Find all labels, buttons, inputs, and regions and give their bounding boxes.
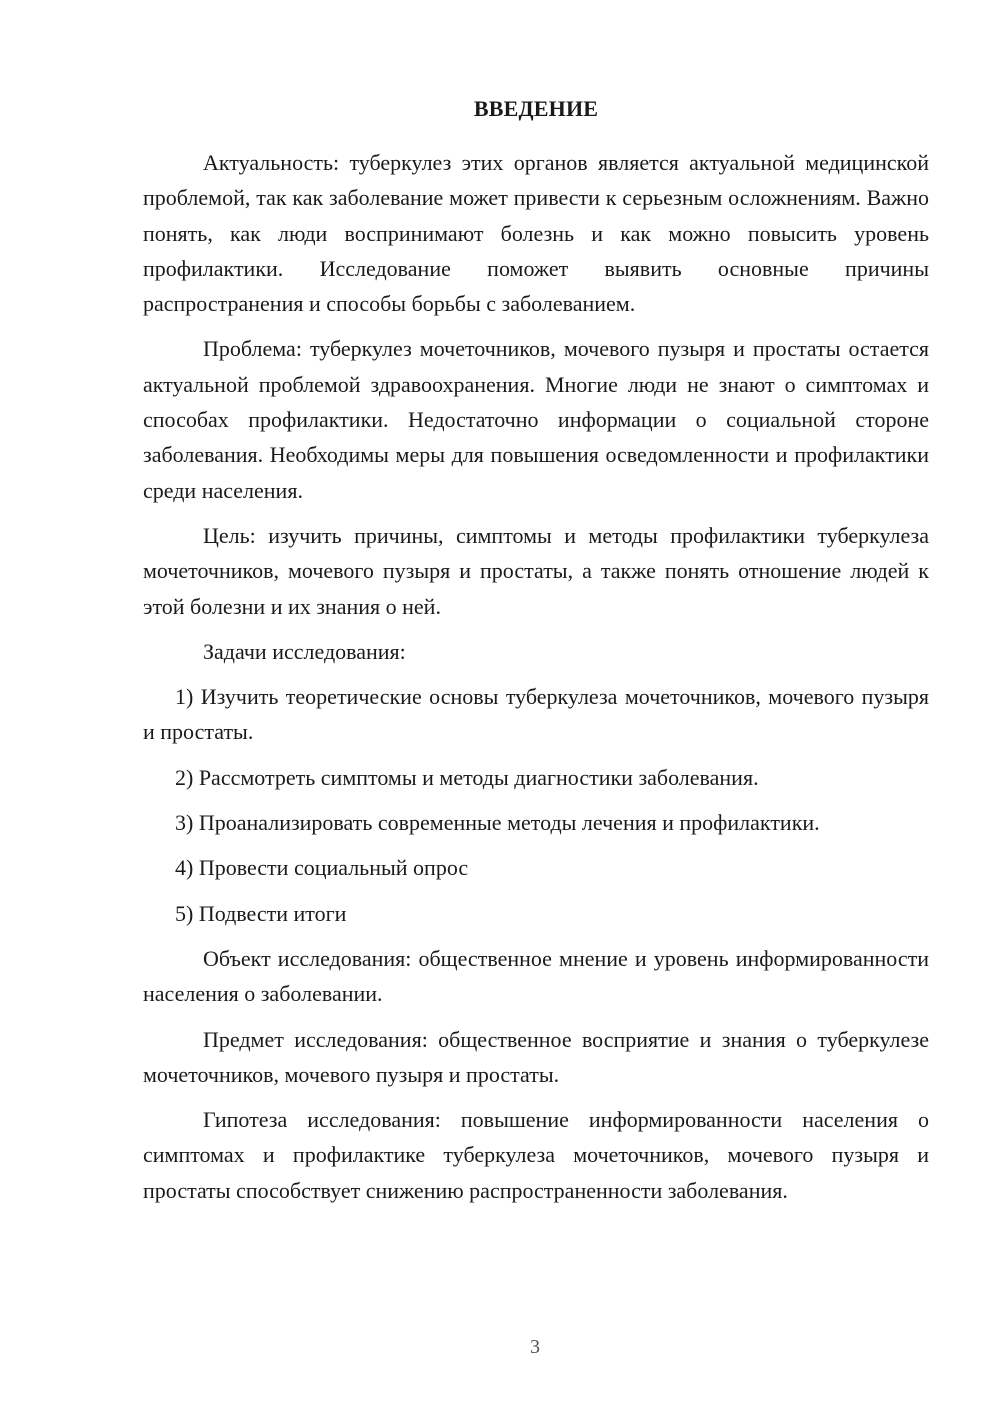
paragraph-hypothesis: Гипотеза исследования: повышение информированности населения о симптомах и профилактике туберкулеза мочеточников, мочевого пузыря и простаты способствует снижению распространенности заболевания. (143, 1107, 929, 1203)
list-item: 4) Провести социальный опрос (175, 855, 469, 881)
page-number: 3 (530, 1336, 540, 1358)
paragraph-goal: Цель: изучить причины, симптомы и методы профилактики туберкулеза мочеточников, мочевого пузыря и простаты, а также понять отношение людей к этой болезни и их знания о ней. (143, 522, 929, 619)
section-title: ВВЕДЕНИЕ (473, 96, 599, 121)
list-item: 1) Изучить теоретические основы туберкулеза мочеточников, мочевого пузыря и простаты. (143, 684, 929, 745)
document-page (143, 94, 929, 1208)
paragraph-tasks-heading: Задачи исследования: (203, 638, 406, 664)
tasks-list (143, 679, 929, 931)
paragraph-object: Объект исследования: общественное мнение и уровень информированности населения о заболевании. (143, 945, 929, 1007)
paragraph-subject: Предмет исследования: общественное восприятие и знания о туберкулезе мочеточников, мочевого пузыря и простаты. (143, 1026, 929, 1087)
list-item: 5) Подвести итоги (175, 900, 347, 926)
list-item: 3) Проанализировать современные методы лечения и профилактики. (175, 810, 820, 836)
paragraph-problem: Проблема: туберкулез мочеточников, мочевого пузыря и простаты остается актуальной проблемой здравоохранения. Многие люди не знают о симптомах и способах профилактики. Недостаточно информации о социальной стороне заболевания. Необходимы меры для повышения осведомленности и профилактики среди населения. (143, 336, 929, 503)
paragraph-actuality: Актуальность: туберкулез этих органов является актуальной медицинской проблемой, так как заболевание может привести к серьезным осложнениям. Важно понять, как люди воспринимают болезнь и как можно повысить уровень профилактики. Исследование поможет выявить основные причины распространения и способы борьбы с заболеванием. (143, 150, 929, 317)
list-item: 2) Рассмотреть симптомы и методы диагностики заболевания. (175, 764, 759, 790)
